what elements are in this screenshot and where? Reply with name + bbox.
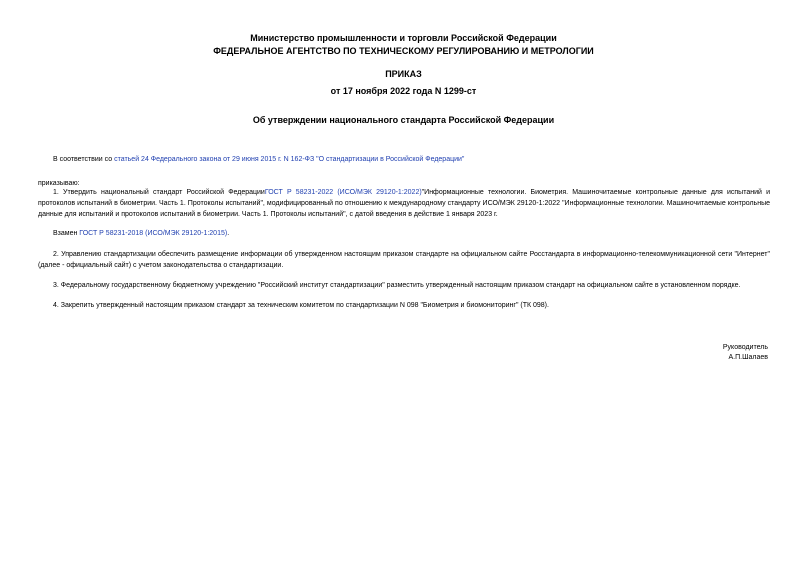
- replacement-suffix: .: [227, 230, 230, 237]
- item-1-paragraph: [38, 187, 770, 220]
- law-article-link[interactable]: статьей 24 Федерального закона от 29 июня 2015 г. N 162-ФЗ "О стандартизации в Российской Федерации": [114, 156, 465, 163]
- document-type: ПРИКАЗ: [385, 69, 422, 79]
- ministry-name: Министерство промышленности и торговли Российской Федерации: [250, 33, 557, 43]
- replacement-prefix: Взамен: [53, 230, 80, 237]
- agency-name: ФЕДЕРАЛЬНОЕ АГЕНТСТВО ПО ТЕХНИЧЕСКОМУ РЕГУЛИРОВАНИЮ И МЕТРОЛОГИИ: [213, 46, 594, 56]
- order-verb: приказываю:: [38, 180, 80, 187]
- item-3-paragraph: 3. Федеральному государственному бюджетному учреждению "Российский институт стандартизации" разместить утвержденный настоящим приказом стандарт на официальном сайте в установленном порядке.: [53, 282, 741, 289]
- signatory-name: А.П.Шалаев: [728, 354, 768, 361]
- gost-2018-link[interactable]: ГОСТ Р 58231-2018 (ИСО/МЭК 29120-1:2015): [79, 230, 228, 237]
- intro-paragraph: [38, 154, 770, 165]
- document-date-number: от 17 ноября 2022 года N 1299-ст: [330, 86, 477, 96]
- item-1-prefix: 1. Утвердить национальный стандарт Российской Федерации: [53, 189, 265, 196]
- item-4-paragraph: 4. Закрепить утвержденный настоящим приказом стандарт за техническим комитетом по стандартизации N 098 "Биометрия и биомониторинг" (ТК 098).: [53, 302, 549, 309]
- item-1-text: "Информационные технологии. Биометрия. Машиночитаемые контрольные данные для испытаний и протоколов испытаний в биометрии. Часть 1. Протоколы испытаний", модифицированный по отношению к международному стандарту ИСО/МЭК 29120-1:2022 "Информационные технологии. Машиночитаемые контрольные данные для испытаний и протоколов испытаний в биометрии. Часть 1. Протоколы испытаний", с датой введения в действие 1 января 2023 г.: [38, 189, 770, 218]
- gost-2022-link[interactable]: ГОСТ Р 58231-2022 (ИСО/МЭК 29120-1:2022): [264, 189, 422, 196]
- signatory-position: Руководитель: [722, 344, 768, 351]
- intro-prefix: В соответствии со: [53, 156, 115, 163]
- document-title: Об утверждении национального стандарта Российской Федерации: [252, 115, 555, 125]
- replacement-paragraph: [38, 228, 770, 239]
- item-2-paragraph: 2. Управлению стандартизации обеспечить размещение информации об утвержденном настоящим приказом стандарте на официальном сайте Росстандарта в информационно-телекоммуникационной сети "Интернет" (далее - официальный сайт) с учетом законодательства о стандартизации.: [38, 251, 770, 269]
